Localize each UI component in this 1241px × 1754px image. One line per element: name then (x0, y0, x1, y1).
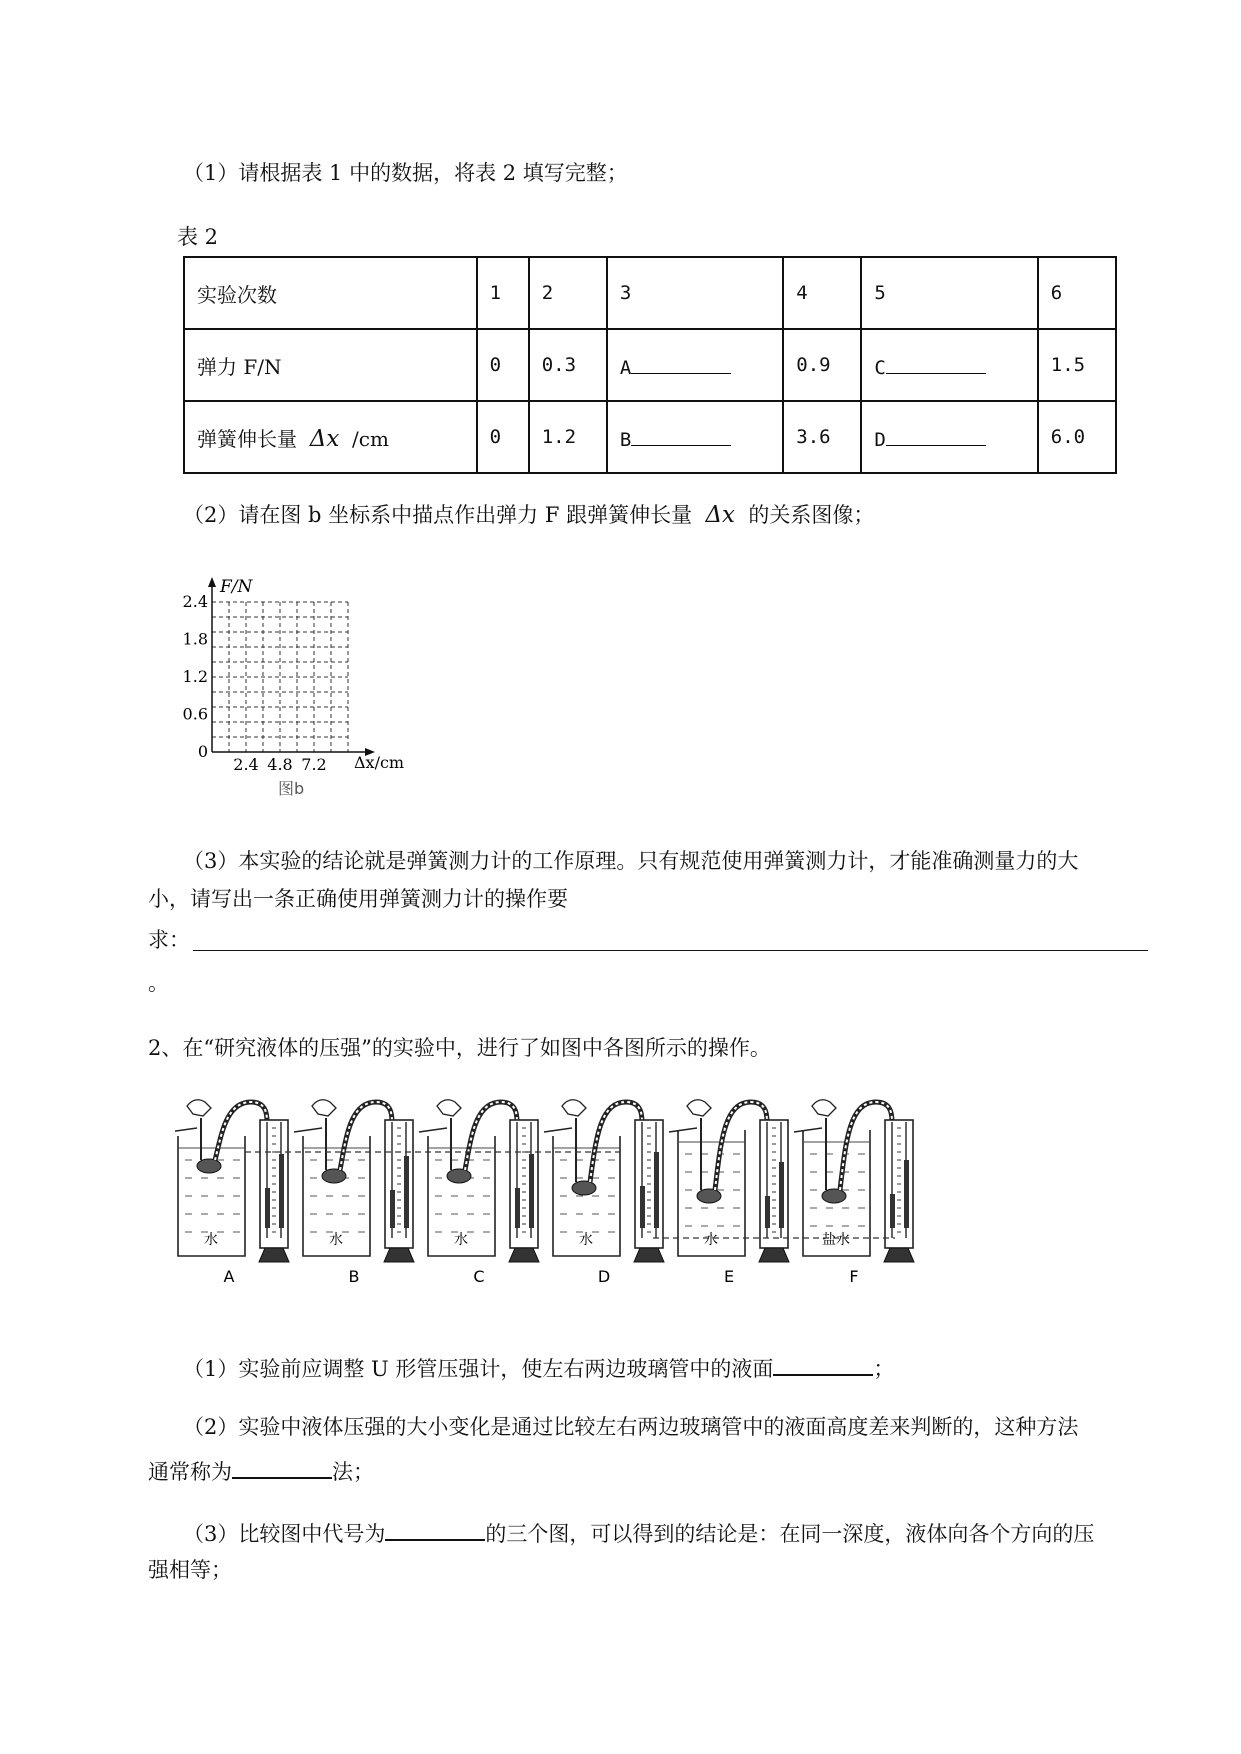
panel-letter: B (348, 1267, 360, 1286)
table-caption: 表 2 (177, 225, 219, 249)
q2-sub2-end: 法； (332, 1460, 374, 1484)
q2-sub3-line1 (183, 1515, 1094, 1549)
table-cell: 1.2 (529, 401, 607, 473)
q1-sub3-line1: （3）本实验的结论就是弹簧测力计的工作原理。只有规范使用弹簧测力计，才能准确测量力的大 (183, 849, 1079, 873)
clamp (794, 1128, 822, 1132)
y-tick-label: 2.4 (182, 592, 208, 611)
q2-sub3-line2: 强相等； (148, 1558, 232, 1582)
clamp (544, 1128, 572, 1132)
panel-letter: E (723, 1267, 735, 1286)
blank-label: B (619, 429, 632, 451)
q1-sub2 (183, 500, 874, 530)
q1-sub1: （1）请根据表 1 中的数据，将表 2 填写完整； (183, 161, 628, 185)
q1-sub3-line2: 小，请写出一条正确使用弹簧测力计的操作要 (148, 887, 568, 911)
liquid-label: 盐水 (822, 1232, 850, 1248)
panel-letter: C (473, 1267, 485, 1286)
pressure-experiment-figure (175, 1098, 995, 1308)
table-cell: 0 (477, 401, 529, 473)
table-cell: 6.0 (1038, 401, 1116, 473)
table-cell: 3.6 (783, 401, 861, 473)
delta-x-symbol: Δx (705, 502, 736, 528)
q2-sub1-text: （1）实验前应调整 U 形管压强计，使左右两边玻璃管中的液面 (183, 1357, 774, 1381)
x-tick-label: 7.2 (301, 755, 327, 774)
answer-line[interactable] (193, 950, 1148, 951)
table-cell-blank[interactable] (607, 401, 783, 473)
blank-line (631, 351, 731, 374)
panel-letter: D (597, 1267, 611, 1286)
liquid-column-left (265, 1188, 270, 1228)
table-row (184, 401, 1116, 473)
answer-blank[interactable] (773, 1350, 873, 1376)
liquid-column-right (779, 1162, 784, 1228)
liquid-column-left (765, 1196, 770, 1228)
blank-line (631, 423, 731, 446)
graph-caption: 图b (278, 779, 305, 798)
liquid-label: 水 (454, 1232, 468, 1248)
table-cell: 0 (477, 329, 529, 401)
table-cell-blank[interactable] (607, 329, 783, 401)
liquid-column-left (890, 1194, 895, 1228)
y-axis-arrow (208, 577, 216, 587)
probe-head (572, 1181, 596, 1195)
y-tick-label: 1.8 (182, 629, 208, 649)
q2-sub3-text: （3）比较图中代号为 (183, 1522, 386, 1546)
clamp (294, 1128, 322, 1132)
table-cell-blank[interactable] (861, 401, 1037, 473)
x-axis-label: Δx/cm (354, 753, 405, 772)
row-header-unit: /cm (352, 426, 389, 451)
probe-head (447, 1169, 471, 1183)
q2-stem: 2、在“研究液体的压强”的实验中，进行了如图中各图所示的操作。 (148, 1036, 771, 1060)
liquid-label: 水 (704, 1232, 718, 1248)
q1-sub2-text-end: 的关系图像； (748, 503, 875, 527)
q2-sub2-text: 通常称为 (148, 1460, 232, 1484)
table-cell: 0.9 (783, 329, 861, 401)
liquid-column-right (279, 1154, 284, 1228)
liquid-column-left (640, 1186, 645, 1228)
liquid-column-right (404, 1156, 409, 1228)
blank-line (886, 351, 986, 374)
blank-label: A (619, 357, 632, 379)
q2-sub1 (183, 1350, 894, 1384)
hand-icon (437, 1100, 461, 1116)
probe-head (197, 1159, 221, 1173)
table-row (184, 329, 1116, 401)
panel-e (669, 1100, 789, 1286)
q2-sub1-end: ； (873, 1357, 895, 1381)
blank-label: D (874, 429, 886, 451)
hand-icon (812, 1100, 836, 1116)
graph-b (170, 572, 420, 812)
table-cell-blank[interactable] (861, 329, 1037, 401)
panel-d (544, 1100, 664, 1286)
row-header: 实验次数 (184, 257, 477, 329)
y-tick-label: 0 (197, 742, 208, 761)
answer-blank[interactable] (232, 1453, 332, 1479)
q1-sub3-line3: 求： (148, 928, 190, 952)
delta-x-symbol: Δx (309, 425, 340, 452)
manometer-stand (259, 1248, 289, 1262)
q2-sub2-line1: （2）实验中液体压强的大小变化是通过比较左右两边玻璃管中的液面高度差来判断的，这种方法 (183, 1415, 1079, 1439)
panel-c (419, 1100, 539, 1286)
panel-a (175, 1100, 289, 1286)
liquid-column-left (515, 1188, 520, 1228)
clamp (419, 1128, 447, 1132)
y-tick-labels (183, 592, 208, 761)
table-row (184, 257, 1116, 329)
q1-sub2-text: （2）请在图 b 坐标系中描点作出弹力 F 跟弹簧伸长量 (183, 503, 693, 527)
panel-b (294, 1100, 414, 1286)
row-header-text: 弹簧伸长量 (197, 426, 297, 451)
liquid-label: 水 (204, 1232, 218, 1248)
manometer-stand (759, 1248, 789, 1262)
q2-sub2-line2 (148, 1453, 374, 1487)
table-cell: 5 (861, 257, 1037, 329)
answer-blank[interactable] (385, 1515, 485, 1541)
table-cell: 2 (529, 257, 607, 329)
table-cell: 1.5 (1038, 329, 1116, 401)
table-cell: 6 (1038, 257, 1116, 329)
manometer-stand (384, 1248, 414, 1262)
hand-icon (562, 1100, 586, 1116)
table-cell: 0.3 (529, 329, 607, 401)
blank-label: C (874, 357, 886, 379)
liquid-label: 水 (579, 1232, 593, 1248)
hand-icon (187, 1100, 211, 1116)
hand-icon (312, 1100, 336, 1116)
y-tick-label: 1.2 (182, 667, 208, 686)
row-header: 弹力 F/N (184, 329, 477, 401)
table-cell: 4 (783, 257, 861, 329)
probe-head (322, 1169, 346, 1183)
hand-icon (687, 1100, 711, 1116)
table-cell: 1 (477, 257, 529, 329)
grid (212, 602, 348, 752)
y-tick-label: 0.6 (182, 704, 208, 724)
manometer-stand (884, 1248, 914, 1262)
clamp (669, 1128, 697, 1132)
liquid-label: 水 (329, 1232, 343, 1248)
clamp (175, 1128, 197, 1132)
liquid-column-right (654, 1152, 659, 1228)
data-table (183, 256, 1117, 474)
panel-f (794, 1100, 914, 1286)
liquid-column-right (529, 1154, 534, 1228)
blank-line (886, 423, 986, 446)
panel-letter: F (849, 1267, 859, 1286)
probe-head (822, 1189, 846, 1203)
x-tick-labels (233, 755, 326, 774)
liquid-column-left (390, 1190, 395, 1228)
x-tick-label: 2.4 (233, 755, 259, 774)
q2-sub3-text-end: 的三个图，可以得到的结论是：在同一深度，液体向各个方向的压 (485, 1522, 1095, 1546)
panel-letter: A (223, 1267, 235, 1286)
row-header (184, 401, 477, 473)
table-cell: 3 (607, 257, 783, 329)
x-tick-label: 4.8 (267, 755, 293, 774)
manometer-stand (634, 1248, 664, 1262)
q1-sub3-end: 。 (148, 971, 169, 995)
probe-head (697, 1189, 721, 1203)
manometer-stand (509, 1248, 539, 1262)
liquid-column-right (904, 1160, 909, 1228)
y-axis-label: F/N (220, 577, 253, 597)
